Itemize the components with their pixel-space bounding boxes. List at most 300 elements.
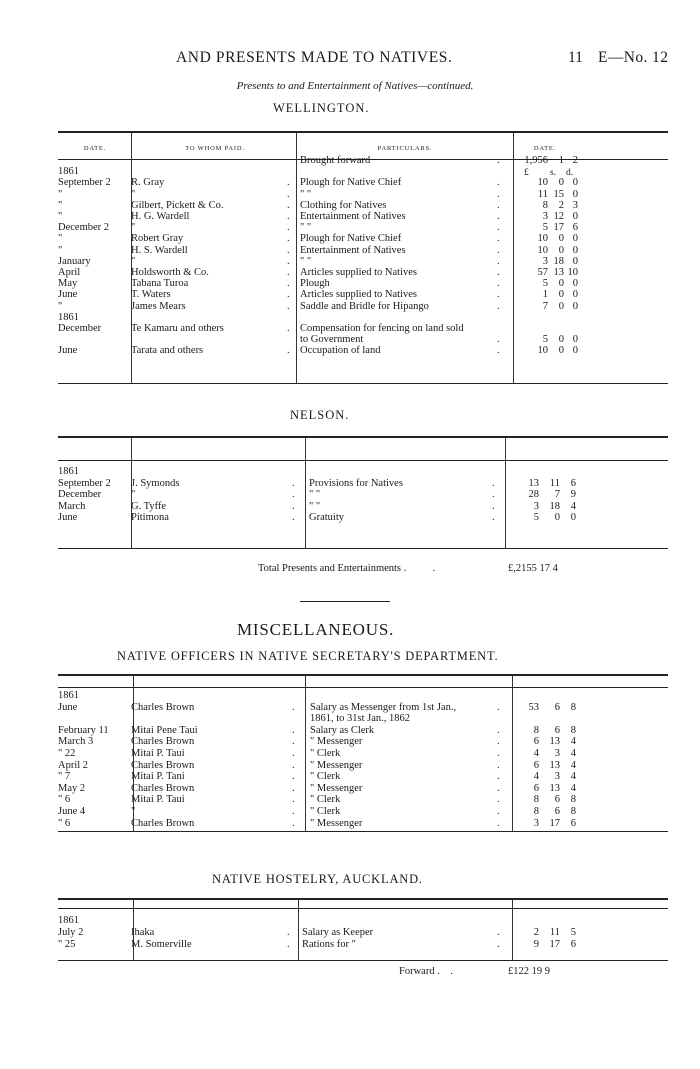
row-date: December [58,323,102,334]
row-shillings: 3 [554,771,560,783]
pence-header: d. [566,168,574,178]
leader-dot: . [292,736,295,748]
row-particulars: " Clerk [310,748,341,759]
table-header-rule [58,460,668,461]
row-shillings: 12 [553,211,564,222]
row-pounds: 1 [542,289,548,301]
col-header-particulars: PARTICULARS. [377,145,433,152]
row-particulars: " Messenger [310,817,363,829]
leader-dot: . [497,771,500,783]
row-shillings: 13 [549,736,560,748]
leader-dot: . [497,300,500,312]
row-pence: 6 [570,939,576,950]
table-row [0,267,700,279]
leader-dot: . [287,233,290,245]
row-pence: 4 [570,771,576,783]
row-particulars: to Government [300,334,364,346]
col-header-to-whom: TO WHOM PAID. [185,145,245,152]
leader-dot: . [497,736,500,748]
row-date: June 4 [58,806,86,817]
running-title: AND PRESENTS MADE TO NATIVES. [176,49,453,66]
leader-dot: . [497,806,500,817]
row-pounds: 5 [542,334,548,346]
row-shillings: 0 [558,278,564,290]
row-pounds: 6 [533,782,539,794]
row-particulars: " Messenger [310,782,363,794]
section-title-hostelry: NATIVE HOSTELRY, AUCKLAND. [212,872,423,886]
row-shillings: 0 [558,334,564,346]
row-particulars: " Messenger [310,759,363,771]
leader-dot: . [497,334,500,346]
row-payee: Pitimona [131,512,169,523]
row-date: June [58,289,78,301]
leader-dot: . [292,477,295,489]
row-date: March 3 [58,736,94,748]
row-particulars: Compensation for fencing on land sold [300,323,464,334]
row-date: " 25 [58,939,76,950]
row-particulars: Occupation of land [300,345,381,357]
table-row [0,818,700,830]
row-date: December 2 [58,222,110,234]
leader-dot: . [287,939,290,950]
row-pounds: 7 [542,300,548,312]
leader-dot: . [292,489,295,500]
leader-dot: . [497,759,500,771]
table-top-rule [58,131,668,133]
table-row [0,725,700,737]
row-pence: 0 [570,512,576,523]
row-pounds: 3 [542,211,548,222]
row-shillings: 6 [554,794,560,806]
row-pounds: 28 [528,489,539,500]
row-pounds: 3 [533,500,539,512]
leader-dot: . [497,927,500,938]
total-label-text: Total Presents and Entertainments [258,563,402,574]
leader-dot: . [287,278,290,290]
row-shillings: 6 [554,701,560,713]
leader-dot: . [292,759,295,771]
row-payee: " [131,489,136,500]
table-row [0,512,700,524]
row-pounds: 6 [533,759,539,771]
table-row [0,939,700,951]
row-shillings: 11 [549,477,560,489]
table-top-rule [58,436,668,438]
table-row [0,748,700,760]
row-shillings: 1 [558,155,564,166]
row-particulars: Gratuity [309,512,344,523]
row-particulars: Plough for Native Chief [300,233,402,245]
row-date: December [58,489,102,500]
row-shillings: 0 [558,244,564,256]
row-pence: 4 [570,782,576,794]
row-payee: Mitai P. Taui [131,794,185,806]
row-particulars: Entertainment of Natives [300,244,406,256]
row-shillings: 0 [558,289,564,301]
leader-dot: . [287,289,290,301]
row-pence: 4 [570,759,576,771]
table-row [0,690,700,702]
row-pence: 6 [570,477,576,489]
row-pounds: 57 [537,267,548,278]
leader-dot: . [292,701,295,713]
row-pence: 8 [570,794,576,806]
row-date: " [58,188,63,200]
leader-dot: . [287,927,290,938]
leader-dot: . [292,771,295,783]
row-payee: Te Kamaru and others [131,323,224,334]
leader-dot: . [497,939,500,950]
leader-dot: . [497,244,500,256]
row-shillings: 2 [558,199,564,211]
table-bottom-rule [58,383,668,384]
leader-dot: . [292,724,295,736]
row-date: 1861 [58,690,79,701]
table-row [0,323,700,335]
leader-dot: . [292,782,295,794]
row-payee: G. Tyffe [131,500,167,512]
row-date: June [58,345,78,357]
leader-dot: . [492,489,495,500]
row-pence: 0 [572,278,578,290]
row-payee: J. Symonds [131,477,180,489]
leader-dot: . [287,323,290,334]
row-pence: 6 [570,817,576,829]
row-shillings: 17 [549,939,560,950]
leader-dot: . [497,177,500,189]
table-row [0,245,700,257]
table-row [0,915,700,927]
table-row [0,256,700,268]
row-shillings: 11 [549,927,560,938]
row-particulars: Entertainment of Natives [300,211,406,222]
row-particulars: 1861, to 31st Jan., 1862 [310,713,411,725]
table-row [0,211,700,223]
table-bottom-rule [58,831,668,832]
col-header-date: DATE. [83,145,107,152]
row-pounds: 11 [537,188,548,200]
row-particulars: Articles supplied to Natives [300,289,417,301]
row-payee: Holdsworth & Co. [131,267,209,278]
pound-header: £ [524,168,529,178]
table-top-rule [58,674,668,676]
leader-dot: . [287,177,290,189]
row-date: May 2 [58,782,86,794]
leader-dot: . [492,512,495,523]
row-payee: " [131,806,136,817]
row-pence: 0 [572,345,578,357]
row-pounds: 8 [542,199,548,211]
row-pounds: 10 [537,345,548,357]
row-pence: 0 [572,255,578,267]
row-date: " 22 [58,748,76,759]
section-divider [300,601,390,602]
row-payee: Charles Brown [131,817,195,829]
row-particulars: Salary as Keeper [302,927,374,938]
row-pence: 3 [572,199,578,211]
total-amount: £,2155 17 4 [508,563,558,574]
row-particulars: Clothing for Natives [300,199,387,211]
table-row [0,301,700,313]
row-particulars: Provisions for Natives [309,477,403,489]
row-payee: H. G. Wardell [131,211,190,222]
row-pence: 4 [570,748,576,759]
leader-dot: . [497,794,500,806]
leader-dot: . [497,233,500,245]
row-pounds: 53 [528,701,539,713]
row-pence: 9 [570,489,576,500]
section-title-wellington: WELLINGTON. [273,101,370,115]
table-row [0,177,700,189]
leader-dot: . [497,255,500,267]
row-payee: " [131,188,136,200]
page-number: 11 [568,49,583,66]
table-row [0,927,700,939]
row-payee: " [131,222,136,234]
row-pounds: 2 [533,927,539,938]
leader-dot: . [497,188,500,200]
row-pounds: 3 [542,255,548,267]
row-date: " [58,244,63,256]
section-title-nelson: NELSON. [290,408,350,422]
row-date: September 2 [58,177,111,189]
row-pounds: 13 [528,477,539,489]
leader-dot: . [497,345,500,357]
leader-dot: . [497,267,500,278]
shilling-header: s. [550,168,557,178]
row-pence: 6 [572,222,578,234]
row-pence: 4 [570,736,576,748]
leader-dot: . [292,794,295,806]
row-particulars: " " [309,489,321,500]
row-payee: " [131,255,136,267]
row-date: 1861 [58,915,79,926]
row-payee: Tarata and others [131,345,204,357]
row-payee: Mitai P. Tani [131,771,185,783]
forward-label-text: Forward [399,966,435,977]
row-payee: Charles Brown [131,782,195,794]
row-pounds: 4 [533,748,539,759]
row-shillings: 3 [554,748,560,759]
table-row [0,794,700,806]
row-date: 1861 [58,466,79,477]
row-date: May [58,278,78,290]
leader-dot: . [497,199,500,211]
row-shillings: 18 [549,500,560,512]
leader-dot: . [292,512,295,523]
table-top-rule [58,898,668,900]
row-pounds: 10 [537,244,548,256]
row-pence: 0 [572,289,578,301]
row-payee: Charles Brown [131,701,195,713]
row-pence: 10 [567,267,578,278]
leader-dot: . [287,211,290,222]
row-date: 1861 [58,166,79,178]
table-bottom-rule [58,548,668,549]
row-date: February 11 [58,724,109,736]
row-pounds: 4 [533,771,539,783]
row-shillings: 0 [554,512,560,523]
table-header-rule [58,687,668,688]
row-particulars: " " [300,222,312,234]
row-pounds: 8 [533,794,539,806]
table-row [0,233,700,245]
table-row [0,760,700,772]
row-date: April [58,267,81,278]
row-particulars: Salary as Clerk [310,724,375,736]
row-particulars: Rations for " [302,939,356,950]
subtitle: Presents to and Entertainment of Natives—continued. [236,80,474,92]
dept-title: NATIVE OFFICERS IN NATIVE SECRETARY'S DEPARTMENT. [117,649,499,663]
table-row [0,702,700,714]
row-pence: 0 [572,211,578,222]
row-shillings: 0 [558,345,564,357]
row-date: " [58,300,63,312]
row-particulars: Plough [300,278,330,290]
forward-label: Forward . . [399,966,453,977]
table-row [0,345,700,357]
row-pounds: 3 [533,817,539,829]
leader-dot: . [497,724,500,736]
row-shillings: 15 [553,188,564,200]
row-particulars: " Clerk [310,794,341,806]
leader-dot: . [287,199,290,211]
row-payee: M. Somerville [131,939,192,950]
row-pence: 0 [572,300,578,312]
table-row [0,200,700,212]
row-payee: Ihaka [131,927,155,938]
table-row [0,166,700,178]
table-row [0,289,700,301]
row-pence: 0 [572,177,578,189]
row-shillings: 7 [554,489,560,500]
row-date: July 2 [58,927,84,938]
table-row [0,334,700,346]
row-shillings: 6 [554,806,560,817]
row-shillings: 17 [549,817,560,829]
row-shillings: 13 [549,759,560,771]
leader-dot: . [287,188,290,200]
row-payee: H. S. Wardell [131,244,188,256]
row-pence: 0 [572,233,578,245]
row-date: June [58,512,78,523]
leader-dot: . [497,278,500,290]
table-row [0,771,700,783]
table-row [0,222,700,234]
row-pounds: 5 [542,222,548,234]
row-date: " 6 [58,794,71,806]
table-row [0,501,700,513]
leader-dot: . [497,155,500,166]
leader-dot: . [287,345,290,357]
row-particulars: " Clerk [310,806,341,817]
leader-dot: . [287,244,290,256]
leader-dot: . [292,500,295,512]
leader-dot: . [287,267,290,278]
leader-dot: . [497,222,500,234]
row-shillings: 0 [558,300,564,312]
row-shillings: 13 [549,782,560,794]
row-particulars: Plough for Native Chief [300,177,402,189]
row-pounds: 10 [537,233,548,245]
row-date: September 2 [58,477,111,489]
leader-dot: . [497,782,500,794]
row-date: March [58,500,86,512]
row-pounds: 10 [537,177,548,189]
row-shillings: 17 [553,222,564,234]
row-particulars: Salary as Messenger from 1st Jan., [310,701,457,713]
row-date: June [58,701,78,713]
row-pence: 0 [572,334,578,346]
table-header-rule [58,908,668,909]
row-payee: Mitai Pene Taui [131,724,198,736]
table-row [0,278,700,290]
row-pounds: 8 [533,724,539,736]
table-row [0,713,700,725]
row-payee: Robert Gray [131,233,184,245]
leader-dot: . [497,211,500,222]
table-row [0,189,700,201]
row-date: " [58,211,63,222]
row-pounds: 5 [533,512,539,523]
row-payee: James Mears [131,300,186,312]
row-date: " [58,199,63,211]
leader-dot: . [492,500,495,512]
row-payee: Mitai P. Taui [131,748,185,759]
row-particulars: Brought forward [300,155,371,166]
total-label: Total Presents and Entertainments . . [258,563,436,574]
document-code: E—No. 12 [598,49,669,66]
leader-dot: . [497,748,500,759]
table-row [0,806,700,818]
leader-dot: . [287,255,290,267]
row-date: April 2 [58,759,89,771]
table-row [0,489,700,501]
row-date: 1861 [58,311,79,323]
row-pounds: 6 [533,736,539,748]
row-payee: Gilbert, Pickett & Co. [131,199,224,211]
leader-dot: . [492,477,495,489]
table-row [0,478,700,490]
table-row [0,736,700,748]
row-particulars: Articles supplied to Natives [300,267,417,278]
row-date: " 7 [58,771,71,783]
leader-dot: . [497,289,500,301]
table-row [0,466,700,478]
row-shillings: 13 [553,267,564,278]
leader-dot: . [497,817,500,829]
row-pounds: 9 [533,939,539,950]
row-date: " 6 [58,817,71,829]
leader-dot: . [287,300,290,312]
row-date: " [58,233,63,245]
row-shillings: 6 [554,724,560,736]
row-payee: R. Gray [131,177,165,189]
row-particulars: " Clerk [310,771,341,783]
leader-dot: . [292,806,295,817]
row-pence: 8 [570,806,576,817]
row-particulars: " " [300,255,312,267]
row-pounds: 1,956 [524,155,548,166]
leader-dot: . [497,701,500,713]
row-pence: 4 [570,500,576,512]
leader-dot: . [292,817,295,829]
forward-amount: £122 19 9 [508,966,550,977]
row-particulars: " " [300,188,312,200]
leader-dot: . [287,222,290,234]
section-title-miscellaneous: MISCELLANEOUS. [237,620,395,639]
row-payee: Tabana Turoa [131,278,189,290]
